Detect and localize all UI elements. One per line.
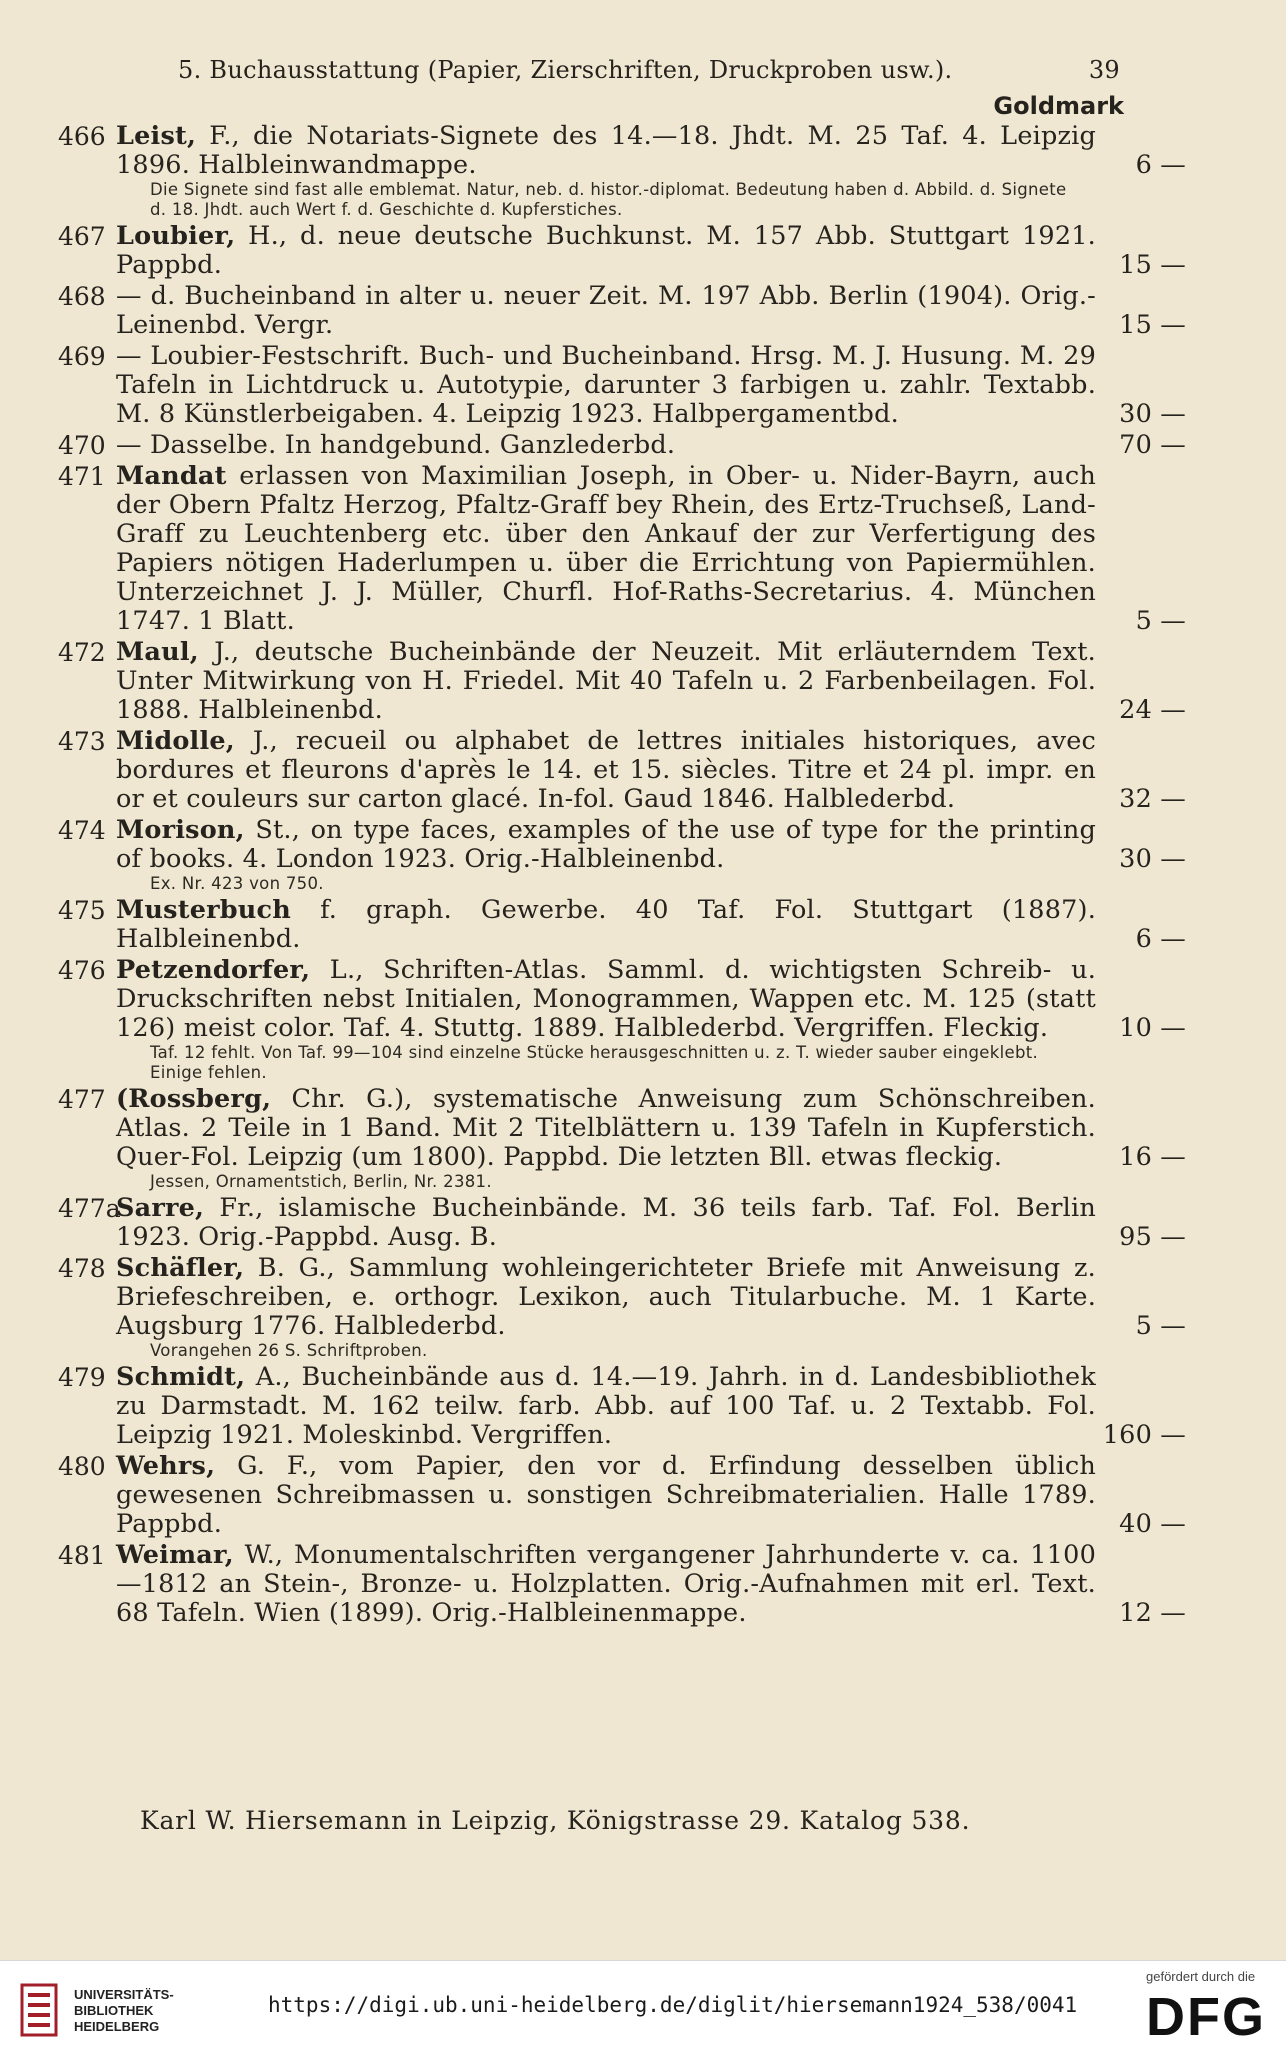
catalog-entry [58,1253,1186,1361]
viewer-bottom-bar [0,1960,1286,2062]
entry-note: Ex. Nr. 423 von 750. [150,874,324,893]
entry-price: 10 — [1119,1013,1186,1043]
entry-number: 466 [58,122,106,151]
entry-author: Maul, [116,637,199,667]
entry-text [116,1362,1186,1450]
entry-price: 95 — [1119,1222,1186,1252]
entry-number: 478 [58,1254,106,1283]
entry-price: 30 — [1119,399,1186,429]
catalog-entry [58,1451,1186,1539]
entry-description: J., deutsche Bucheinbände der Neuzeit. Mit erläuterndem Text. Unter Mitwirkung von H. Friedel. Mit 40 Tafeln u. 2 Farbenbeilagen. Fol. 1888. Halbleinenbd. [116,637,1096,725]
entry-text [116,1193,1186,1252]
catalog-entry [58,221,1186,280]
entry-price: 160 — [1102,1420,1186,1450]
entry-text [116,726,1186,814]
entry-author: Mandat [116,461,227,491]
permalink-url[interactable]: https://digi.ub.uni-heidelberg.de/diglit/hiersemann1924_538/0041 [268,1993,1078,2017]
entry-author: Morison, [116,815,245,845]
entry-description: Chr. G.), systematische Anweisung zum Schönschreiben. Atlas. 2 Teile in 1 Band. Mit 2 Titelblättern u. 139 Tafeln in Kupferstich. Quer-Fol. Leipzig (um 1800). Pappbd. Die letzten Bll. etwas fleckig. [116,1084,1096,1172]
catalog-entry [58,341,1186,429]
entry-description: H., d. neue deutsche Buchkunst. M. 157 Abb. Stuttgart 1921. Pappbd. [116,221,1096,280]
entry-number: 473 [58,727,106,756]
library-logo[interactable] [18,1981,268,2045]
catalog-entry [58,1193,1186,1252]
entry-text [116,637,1186,725]
entry-description: — Dasselbe. In handgebund. Ganzlederbd. [116,430,676,460]
entry-price: 15 — [1119,310,1186,340]
catalog-entry [58,1362,1186,1450]
catalog-entry [58,1540,1186,1628]
entry-number: 481 [58,1541,106,1570]
entry-number: 480 [58,1452,106,1481]
entry-description: B. G., Sammlung wohleingerichteter Briefe mit Anweisung z. Briefeschreiben, e. orthogr. Lexikon, auch Titularbuche. M. 1 Karte. Augsburg 1776. Halblederbd. [116,1253,1096,1341]
entry-author: Weimar, [116,1540,234,1570]
page-header [178,56,1120,92]
catalog-entry [58,1084,1186,1192]
entry-author: Loubier, [116,221,236,251]
entry-note: Die Signete sind fast alle emblemat. Natur, neb. d. histor.-diplomat. Bedeutung haben d. Abbild. d. Signete d. 18. Jhdt. auch Wert f. d. Geschichte d. Kupferstiches. [150,180,1067,219]
section-title: 5. Buchausstattung (Papier, Zierschriften, Druckproben usw.). [178,56,953,84]
entry-number: 467 [58,222,106,251]
entry-description: f. graph. Gewerbe. 40 Taf. Fol. Stuttgart (1887). Halbleinenbd. [116,895,1096,954]
entry-description: A., Bucheinbände aus d. 14.—19. Jahrh. in d. Landesbibliothek zu Darmstadt. M. 162 teilw. farb. Abb. auf 100 Taf. u. 2 Textabb. Fol. Leipzig 1921. Moleskinbd. Vergriffen. [116,1362,1096,1450]
catalog-entry [58,121,1186,220]
entry-text [116,461,1186,636]
catalog-list [58,121,1186,1630]
entry-price: 12 — [1119,1598,1186,1628]
entry-price: 40 — [1119,1509,1186,1539]
entry-author: Wehrs, [116,1451,216,1481]
entry-text [116,1451,1186,1539]
entry-author: Schäfler, [116,1253,245,1283]
entry-price: 15 — [1119,250,1186,280]
entry-text [116,1084,1186,1172]
entry-author: Sarre, [116,1193,205,1223]
entry-text [116,430,1186,460]
entry-price: 32 — [1119,784,1186,814]
entry-text [116,1253,1186,1341]
entry-author: Musterbuch [116,895,291,925]
entry-price: 30 — [1119,844,1186,874]
entry-description: J., recueil ou alphabet de lettres initiales historiques, avec bordures et fleurons d'après le 14. et 15. siècles. Titre et 24 pl. impr. en or et couleurs sur carton glacé. In-fol. Gaud 1846. Halblederbd. [116,726,1096,814]
entry-author: Midolle, [116,726,235,756]
entry-price: 5 — [1135,606,1186,636]
entry-description: erlassen von Maximilian Joseph, in Ober- u. Nider-Bayrn, auch der Obern Pfaltz Herzog, Pfaltz-Graff bey Rhein, des Ertz-Truchseß, Land-Graff zu Leuchtenberg etc. über den Ankauf der zur Verfertigung des Papiers nötigen Haderlumpen u. über die Errichtung von Papiermühlen. Unterzeichnet J. J. Müller, Churfl. Hof-Raths-Secretarius. 4. München 1747. 1 Blatt. [116,461,1096,636]
entry-text [116,895,1186,954]
library-seal-icon [18,1981,60,2039]
entry-description: — Loubier-Festschrift. Buch- und Bucheinband. Hrsg. M. J. Husung. M. 29 Tafeln in Lichtdruck u. Autotypie, darunter 3 farbigen u. zahlr. Textabb. M. 8 Künstlerbeigaben. 4. Leipzig 1923. Halbpergamentbd. [116,341,1096,429]
entry-note: Jessen, Ornamentstich, Berlin, Nr. 2381. [150,1172,492,1191]
catalog-entry [58,430,1186,460]
entry-number: 471 [58,462,106,491]
entry-text [116,281,1186,340]
entry-description: G. F., vom Papier, den vor d. Erfindung desselben üblich gewesenen Schreibmassen u. sonstigen Schreibmaterialien. Halle 1789. Pappbd. [116,1451,1096,1539]
entry-author: Schmidt, [116,1362,246,1392]
entry-description: St., on type faces, examples of the use of type for the printing of books. 4. London 1923. Orig.-Halbleinenbd. [116,815,1096,874]
entry-note: Vorangehen 26 S. Schriftproben. [150,1341,428,1360]
entry-price: 24 — [1119,695,1186,725]
entry-description: F., die Notariats-Signete des 14.—18. Jhdt. M. 25 Taf. 4. Leipzig 1896. Halbleinwandmappe. [116,121,1096,180]
catalog-entry [58,281,1186,340]
entry-text [116,1540,1186,1628]
entry-number: 470 [58,431,106,460]
entry-number: 476 [58,956,106,985]
catalog-entry [58,637,1186,725]
entry-price: 6 — [1135,150,1186,180]
entry-number: 477 [58,1085,106,1114]
entry-number: 474 [58,816,106,845]
library-name: UNIVERSITÄTS- BIBLIOTHEK HEIDELBERG [74,1987,174,2034]
catalog-footer: Karl W. Hiersemann in Leipzig, Königstrasse 29. Katalog 538. [140,1806,971,1835]
catalog-entry [58,726,1186,814]
entry-note: Taf. 12 fehlt. Von Taf. 99—104 sind einzelne Stücke herausgeschnitten u. z. T. wieder sauber eingeklebt. Einige fehlen. [150,1043,1039,1082]
currency-label: Goldmark [993,92,1124,120]
entry-description: Fr., islamische Bucheinbände. M. 36 teils farb. Taf. Fol. Berlin 1923. Orig.-Pappbd. Ausg. B. [116,1193,1096,1252]
entry-text [116,955,1186,1043]
entry-price: 70 — [1119,430,1186,460]
entry-text [116,121,1186,180]
catalog-entry [58,815,1186,894]
entry-number: 472 [58,638,106,667]
entry-description: L., Schriften-Atlas. Samml. d. wichtigsten Schreib- u. Druckschriften nebst Initialen, Monogrammen, Wappen etc. M. 125 (statt 126) meist color. Taf. 4. Stuttg. 1889. Halblederbd. Vergriffen. Fleckig. [116,955,1096,1043]
entry-number: 479 [58,1363,106,1392]
entry-number: 475 [58,896,106,925]
entry-text [116,341,1186,429]
entry-price: 6 — [1135,924,1186,954]
entry-author: (Rossberg, [116,1084,272,1114]
entry-author: Petzendorfer, [116,955,311,985]
entry-number: 468 [58,282,106,311]
entry-description: W., Monumentalschriften vergangener Jahrhunderte v. ca. 1100—1812 an Stein-, Bronze- u. Holzplatten. Orig.-Aufnahmen mit erl. Text. 68 Tafeln. Wien (1899). Orig.-Halbleinenmappe. [116,1540,1096,1628]
entry-price: 16 — [1119,1142,1186,1172]
page-number: 39 [1088,56,1120,84]
catalog-entry [58,895,1186,954]
entry-price: 5 — [1135,1311,1186,1341]
dfg-logo[interactable]: DFG [1146,1987,1266,2047]
catalog-entry [58,461,1186,636]
entry-author: Leist, [116,121,197,151]
entry-number: 469 [58,342,106,371]
entry-description: — d. Bucheinband in alter u. neuer Zeit. M. 197 Abb. Berlin (1904). Orig.-Leinenbd. Vergr. [116,281,1096,340]
entry-number: 477a [58,1194,121,1223]
entry-text [116,221,1186,280]
funding-label: gefördert durch die [1146,1969,1256,1984]
entry-text [116,815,1186,874]
catalog-entry [58,955,1186,1083]
